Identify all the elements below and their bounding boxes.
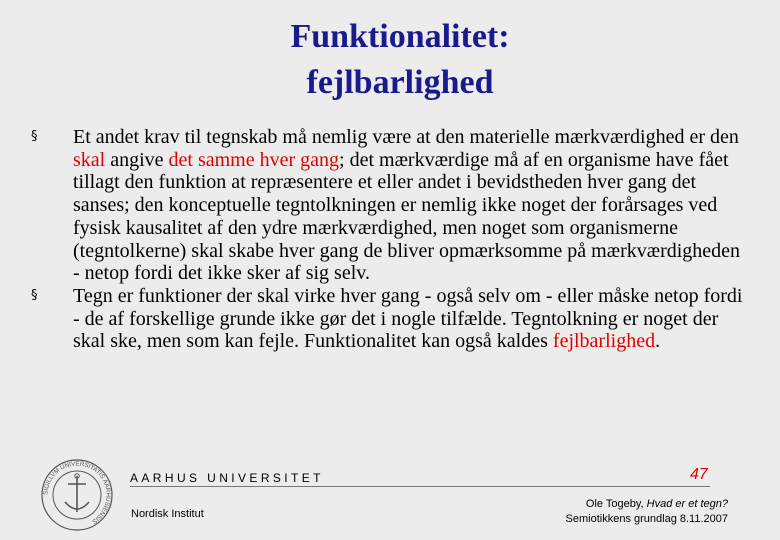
bullet-text: angive	[105, 148, 169, 171]
footer-divider	[130, 486, 710, 487]
bullet-text: Et andet krav til tegnskab må nemlig være at den materielle mærkværdighed er den	[73, 126, 739, 148]
credit-author: Ole Togeby,	[585, 498, 647, 510]
slide-title	[0, 14, 780, 106]
slide-credit	[566, 497, 728, 527]
credit-line-2: Semiotikkens grundlag 8.11.2007	[565, 513, 728, 525]
university-seal-logo	[40, 458, 114, 532]
university-name: AARHUS UNIVERSITET	[130, 471, 324, 485]
bullet-text: Tegn er funktioner der skal virke hver gang - også selv om - eller måske netop fordi - de af forskellige grunde ikke gør det i nogle tilfælde. Tegntolkning er noget der skal ske, men som kan fejle. Funktionalitet kan også kaldes	[73, 284, 743, 353]
credit-line-1	[566, 497, 728, 512]
institute-name: Nordisk Institut	[131, 508, 204, 520]
highlighted-text: fejlbarlighed	[552, 330, 656, 353]
bullet-item	[30, 126, 750, 285]
bullet-text: ; det mærkværdige må af en organisme have fået tillagt den funktion at repræsentere et eller andet i bevidstheden hver gang det sanses; den konceptuelle tegntolkningen er nemlig ikke noget der forårsages ved fysisk kausalitet af den ydre mærkværdighed, men noget som organismerne (tegntolkerne) skal skabe hver gang de bliver opmærksomme på mærkværdigheden - netop fordi det ikke sker af sig selv.	[73, 148, 741, 285]
page-number: 47	[690, 466, 708, 483]
bullet-text: .	[655, 330, 661, 353]
bullet-marker-icon: §	[31, 287, 38, 303]
highlighted-text: det samme hver gang	[168, 148, 340, 171]
highlighted-text: skal	[73, 148, 106, 171]
credit-title: Hvad er et tegn?	[646, 498, 728, 510]
svg-text:SIGILLVM UNIVERSITATIS AARHUSI: SIGILLVM UNIVERSITATIS AARHUSIENSIS	[42, 460, 112, 525]
bullet-item	[30, 285, 750, 353]
bullet-marker-icon: §	[31, 129, 38, 144]
bullet-list	[30, 126, 750, 353]
title-line-1: Funktionalitet:	[290, 18, 510, 55]
title-line-2: fejlbarlighed	[306, 64, 494, 101]
